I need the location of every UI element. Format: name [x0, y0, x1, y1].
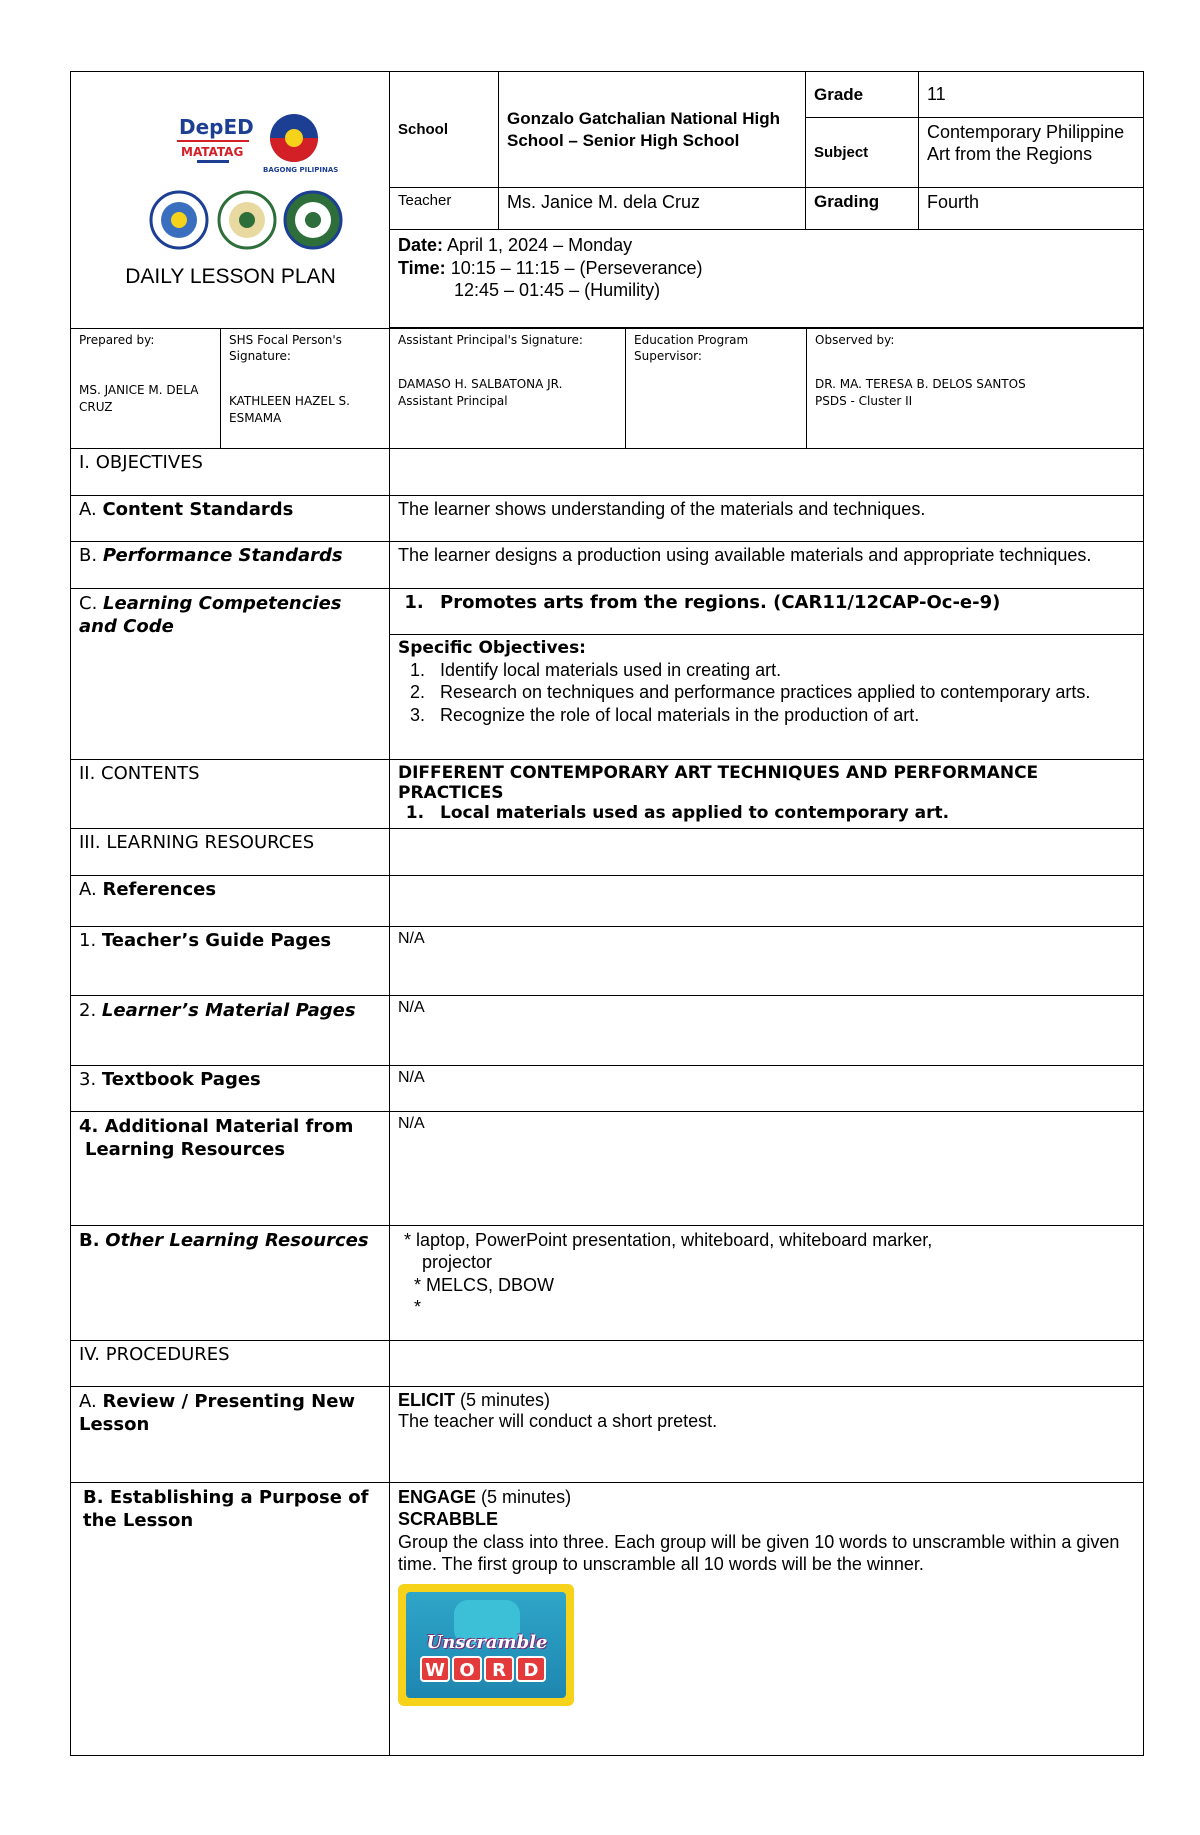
textbook-label: 3. Textbook Pages — [71, 1065, 390, 1111]
teacher-label: Teacher — [390, 188, 499, 230]
svg-text:BAGONG PILIPINAS: BAGONG PILIPINAS — [263, 166, 339, 174]
school-value: Gonzalo Gatchalian National High School – Senior High School — [499, 72, 806, 188]
learners-material-label: 2. Learner’s Material Pages — [71, 995, 390, 1065]
schedule-cell: Date: April 1, 2024 – Monday Time: 10:15 – 11:15 – (Perseverance) 12:45 – 01:45 – (Humility) — [390, 230, 1144, 328]
textbook-value: N/A — [390, 1065, 1144, 1111]
grade-value: 11 — [919, 72, 1144, 118]
content-standards-label: A. Content Standards — [71, 495, 390, 541]
signatories-table — [70, 328, 1144, 449]
grading-label: Grading — [806, 188, 919, 230]
specific-objectives: Specific Objectives: 1. Identify local materials used in creating art. 2. Research on techniques and performance practices applied to contemporary arts. 3. Recognize the role of local materials in the production of art. — [390, 634, 1144, 759]
references-label: A. References — [71, 875, 390, 926]
letter-tile: O — [452, 1656, 482, 1682]
other-resources-value: * laptop, PowerPoint presentation, whiteboard, whiteboard marker, projector * MELCS, DBOW * — [390, 1225, 1144, 1340]
procedures-heading: IV. PROCEDURES — [71, 1340, 390, 1386]
svg-text:MATATAG: MATATAG — [181, 145, 244, 159]
subject-label: Subject — [806, 118, 919, 188]
establishing-purpose-label: B. Establishing a Purpose of the Lesson — [71, 1482, 390, 1755]
objectives-heading: I. OBJECTIVES — [71, 448, 390, 495]
deped-matatag-logo — [177, 112, 254, 172]
learners-material-value: N/A — [390, 995, 1144, 1065]
elicit-cell: ELICIT (5 minutes) The teacher will conduct a short pretest. — [390, 1386, 1144, 1482]
letter-tile: R — [484, 1656, 514, 1682]
supervisor-cell: Education Program Supervisor: — [626, 328, 807, 448]
letter-tile: D — [516, 1656, 546, 1682]
division-seal-icon — [217, 190, 277, 255]
competency-value: 1. Promotes arts from the regions. (CAR11/12CAP-Oc-e-9) — [390, 588, 1144, 634]
focal-person-cell: SHS Focal Person's Signature: KATHLEEN HAZEL S. ESMAMA — [221, 328, 390, 448]
specific-objective-item: 3. Recognize the role of local materials in the production of art. — [430, 704, 1135, 727]
deped-seal-icon — [149, 190, 209, 255]
letter-tile: W — [420, 1656, 450, 1682]
school-label: School — [390, 72, 499, 188]
competencies-label: C. Learning Competencies and Code — [71, 588, 390, 759]
header-table — [70, 71, 1144, 329]
school-seal-icon — [283, 190, 343, 255]
resources-heading: III. LEARNING RESOURCES — [71, 828, 390, 875]
specific-objective-item: 1. Identify local materials used in creating art. — [430, 659, 1135, 682]
specific-objective-item: 2. Research on techniques and performance practices applied to contemporary arts. — [430, 681, 1135, 704]
review-label: A. Review / Presenting New Lesson — [71, 1386, 390, 1482]
contents-heading: II. CONTENTS — [71, 759, 390, 828]
teachers-guide-label: 1. Teacher’s Guide Pages — [71, 926, 390, 995]
grade-label: Grade — [806, 72, 919, 118]
page-title: DAILY LESSON PLAN — [125, 265, 336, 288]
grading-value: Fourth — [919, 188, 1144, 230]
svg-text:DepED: DepED — [179, 115, 254, 139]
content-standards-value: The learner shows understanding of the materials and techniques. — [390, 495, 1144, 541]
assistant-principal-cell: Assistant Principal's Signature: DAMASO H. SALBATONA JR. Assistant Principal — [390, 328, 626, 448]
logo-cell — [71, 72, 390, 329]
lesson-plan-page — [70, 71, 1143, 1756]
observed-by-cell: Observed by: DR. MA. TERESA B. DELOS SANTOS PSDS - Cluster II — [807, 328, 1144, 448]
subject-value: Contemporary Philippine Art from the Regions — [919, 118, 1144, 188]
performance-standards-value: The learner designs a production using available materials and appropriate techniques. — [390, 541, 1144, 588]
other-resources-label: B. Other Learning Resources — [71, 1225, 390, 1340]
additional-material-value: N/A — [390, 1111, 1144, 1225]
unscramble-word-image: Unscramble W O R D — [398, 1584, 574, 1706]
body-table — [70, 448, 1144, 1756]
teachers-guide-value: N/A — [390, 926, 1144, 995]
prepared-by-cell: Prepared by: MS. JANICE M. DELA CRUZ — [71, 328, 221, 448]
additional-material-label: 4. Additional Material from Learning Resources — [71, 1111, 390, 1225]
contents-value: DIFFERENT CONTEMPORARY ART TECHNIQUES AND PERFORMANCE PRACTICES 1. Local materials used as applied to contemporary art. — [390, 759, 1144, 828]
performance-standards-label: B. Performance Standards — [71, 541, 390, 588]
bagong-pilipinas-logo — [261, 112, 339, 176]
teacher-value: Ms. Janice M. dela Cruz — [499, 188, 806, 230]
engage-cell: ENGAGE (5 minutes) SCRABBLE Group the class into three. Each group will be given 10 words to unscramble within a given time. The first group to unscramble all 10 words will be the winner. Unscramble W O R D — [390, 1482, 1144, 1755]
